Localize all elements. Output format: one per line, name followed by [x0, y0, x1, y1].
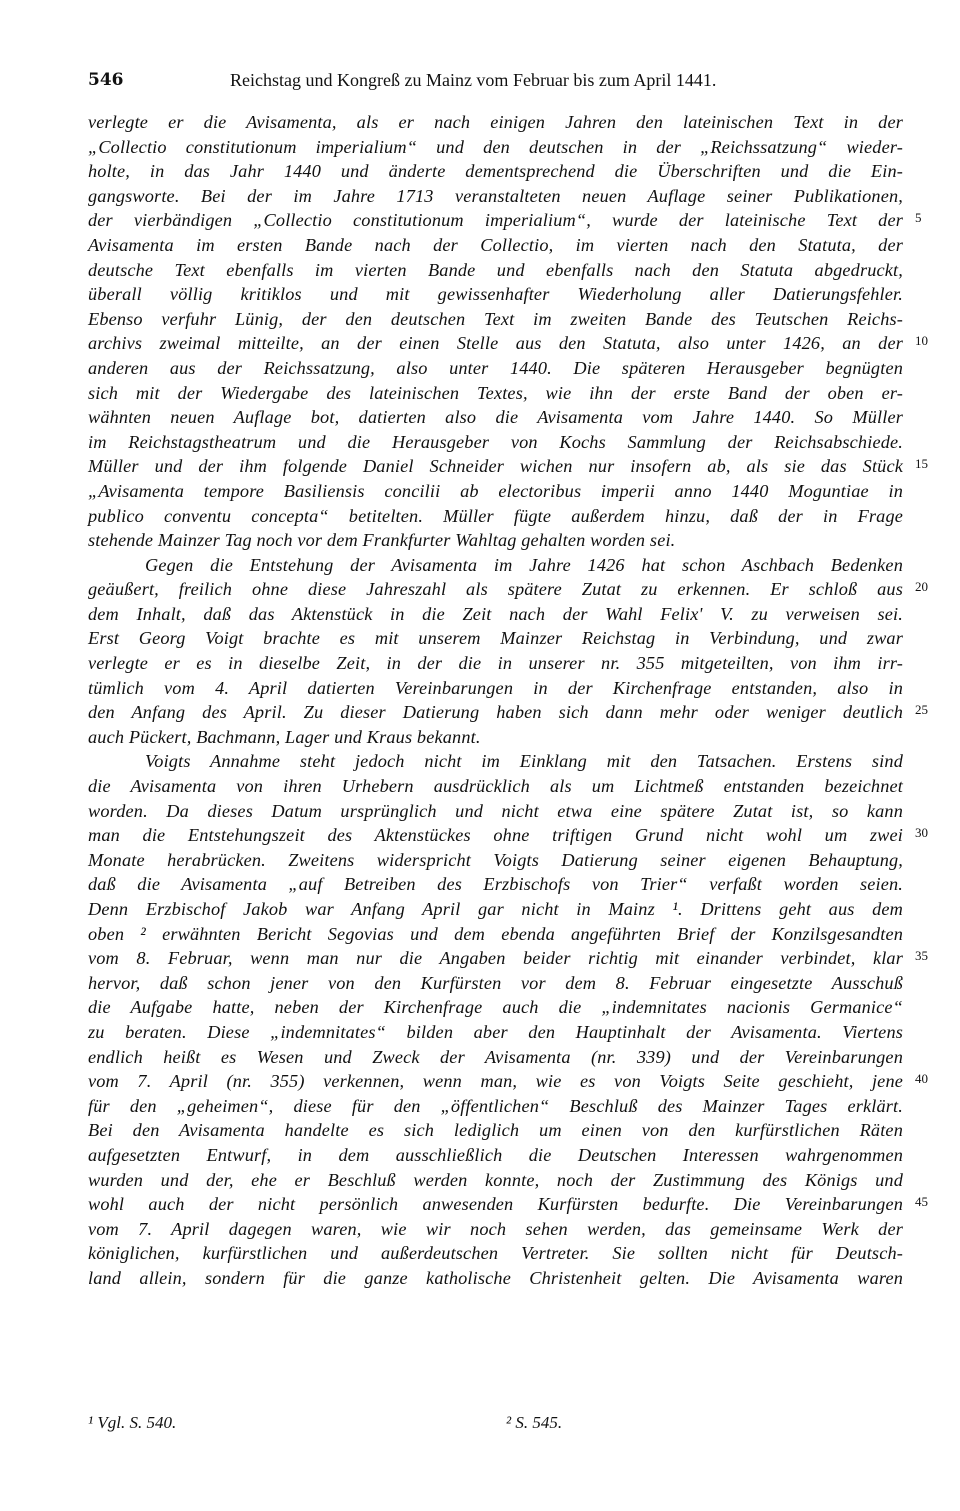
line-text: „Avisamenta tempore Basiliensis concilii ab electoribus imperii anno 1440 Moguntiae in — [88, 480, 903, 501]
line-text: hervor, daß schon jener von den Kurfürsten vor dem 8. Februar eingesetzte Ausschuß — [88, 972, 903, 993]
text-line — [88, 1217, 903, 1242]
footnotes — [88, 1413, 908, 1443]
text-line — [88, 1266, 903, 1291]
line-text: deutsche Text ebenfalls im vierten Bande und ebenfalls nach den Statuta abgedruckt, — [88, 259, 903, 280]
text-line — [88, 1143, 903, 1168]
line-text: im Reichstagstheatrum und die Herausgeber von Kochs Sammlung der Reichsabschiede. — [88, 431, 903, 452]
text-line — [88, 897, 903, 922]
text-line — [88, 405, 903, 430]
text-line — [88, 1069, 928, 1094]
running-header — [88, 64, 908, 94]
line-text: Ebenso verfuhr Lünig, der den deutschen Text im zweiten Bande des Teutschen Reichs- — [88, 308, 903, 329]
line-text: man die Entstehungszeit des Aktenstückes ohne triftigen Grund nicht wohl um zwei — [88, 825, 903, 846]
line-number: 30 — [915, 825, 928, 841]
line-text: die Aufgabe hatte, neben der Kirchenfrage auch die „indemnitates nacionis Germanice“ — [88, 997, 903, 1018]
text-line — [88, 872, 903, 897]
text-line — [88, 479, 903, 504]
text-line — [88, 651, 903, 676]
text-line — [88, 1168, 903, 1193]
text-line — [88, 823, 928, 848]
text-line — [88, 1241, 903, 1266]
text-line — [88, 1045, 903, 1070]
line-text: „Collectio constitutionum imperialium“ und den deutschen in der „Reichssatzung“ wieder- — [88, 136, 903, 157]
line-text: den Anfang des April. Zu dieser Datierung haben sich dann mehr oder weniger deutlich — [88, 702, 903, 723]
text-line — [88, 553, 903, 578]
text-line — [88, 626, 903, 651]
line-text: zu beraten. Diese „indemnitates“ bilden aber den Hauptinhalt der Avisamenta. Viertens — [88, 1021, 903, 1042]
line-number: 25 — [915, 702, 928, 718]
page-number: 546 — [88, 70, 124, 90]
text-line — [88, 356, 903, 381]
line-text: worden. Da dieses Datum ursprünglich und nicht etwa eine spätere Zutat ist, so kann — [88, 800, 903, 821]
line-text: Bei den Avisamenta handelte es sich lediglich um einen von den kurfürstlichen Räten — [88, 1120, 903, 1141]
line-text: vom 7. April (nr. 355) verkennen, wenn man, wie es von Voigts Seite geschieht, jene — [88, 1071, 903, 1092]
line-text: Avisamenta im ersten Bande nach der Collectio, im vierten nach den Statuta, der — [88, 234, 903, 255]
line-text: vom 7. April dagegen waren, wie wir noch sehen werden, das gemeinsame Werk der — [88, 1218, 903, 1239]
text-line — [88, 454, 928, 479]
line-text: holte, in das Jahr 1440 und änderte dementsprechend die Überschriften und die Ein- — [88, 161, 903, 182]
text-line — [88, 848, 903, 873]
text-line — [88, 922, 903, 947]
text-line — [88, 233, 903, 258]
text-line — [88, 331, 928, 356]
text-line — [88, 381, 903, 406]
line-text: der vierbändigen „Collectio constitutionum imperialium“, wurde der lateinische Text der — [88, 210, 903, 231]
line-text: land allein, sondern für die ganze katholische Christenheit gelten. Die Avisamenta waren — [88, 1267, 903, 1288]
line-text: Denn Erzbischof Jakob war Anfang April gar nicht in Mainz ¹. Drittens geht aus dem — [88, 899, 903, 919]
line-text: Monate herabrücken. Zweitens widerspricht Voigts Datierung seiner eigenen Behauptung, — [88, 849, 903, 870]
text-line — [88, 1020, 903, 1045]
text-line — [88, 528, 903, 553]
line-text: vom 8. Februar, wenn man nur die Angaben beider richtig mit einander verbindet, klar — [88, 948, 903, 969]
text-line — [88, 135, 903, 160]
line-text: verlegte er die Avisamenta, als er nach einigen Jahren den lateinischen Text in der — [88, 112, 903, 132]
line-number: 40 — [915, 1071, 928, 1087]
text-line — [88, 1192, 928, 1217]
text-line — [88, 159, 903, 184]
footnote-1: ¹ Vgl. S. 540. — [88, 1413, 177, 1432]
line-text: stehende Mainzer Tag noch vor dem Frankfurter Wahltag gehalten worden sei. — [88, 530, 676, 551]
line-text: verlegte er es in dieselbe Zeit, in der die in unserer nr. 355 mitgeteilten, von ihm irr- — [88, 653, 903, 674]
text-line — [88, 577, 928, 602]
text-line — [88, 799, 903, 824]
line-text: sich mit der Wiedergabe des lateinischen Textes, wie ihn der erste Band der oben er- — [88, 382, 903, 403]
line-text: wurden und der, ehe er Beschluß werden konnte, noch der Zustimmung des Königs und — [88, 1169, 903, 1190]
line-number: 10 — [915, 333, 928, 349]
line-text: königlichen, kurfürstlichen und außerdeutschen Vertreter. Sie sollten nicht für Deutsch- — [88, 1243, 903, 1264]
line-text: tümlich vom 4. April datierten Vereinbarungen in der Kirchenfrage entstanden, also in — [88, 677, 903, 698]
line-number: 35 — [915, 948, 928, 964]
line-text: gangsworte. Bei der im Jahre 1713 veranstalteten neuen Auflage seiner Publikationen, — [88, 185, 903, 206]
text-line — [88, 258, 903, 283]
text-line — [88, 282, 903, 307]
line-text: archivs zweimal mitteilte, an der einen Stelle aus den Statuta, also unter 1426, an der — [88, 333, 903, 354]
line-text: Voigts Annahme steht jedoch nicht im Einklang mit den Tatsachen. Erstens sind — [145, 751, 903, 772]
text-line — [88, 971, 903, 996]
line-text: geäußert, freilich ohne diese Jahreszahl als spätere Zutat zu erkennen. Er schloß aus — [88, 579, 903, 600]
line-text: wähnten neuen Auflage bot, datierten also die Avisamenta vom Jahre 1440. So Müller — [88, 407, 903, 428]
line-text: für den „geheimen“, diese für den „öffentlichen“ Beschluß des Mainzer Tages erklärt. — [88, 1095, 903, 1116]
line-text: Müller und der ihm folgende Daniel Schneider wichen nur insofern ab, als sie das Stück — [88, 456, 903, 477]
line-text: daß die Avisamenta „auf Betreiben des Erzbischofs von Trier“ verfaßt worden seien. — [88, 874, 903, 895]
footnote-2: ² S. 545. — [506, 1413, 563, 1432]
text-line — [88, 208, 922, 233]
line-text: Gegen die Entstehung der Avisamenta im Jahre 1426 hat schon Aschbach Bedenken — [145, 554, 903, 575]
text-line — [88, 184, 903, 209]
line-text: überall völlig kritiklos und mit gewissenhafter Wiederholung aller Datierungsfehler. — [88, 284, 903, 305]
line-number: 45 — [915, 1194, 928, 1210]
text-line — [88, 774, 903, 799]
line-text: publico conventu concepta“ betitelten. Müller fügte außerdem hinzu, daß der in Frage — [88, 505, 903, 526]
line-number: 15 — [915, 456, 928, 472]
line-number: 5 — [915, 210, 922, 226]
text-line — [88, 430, 903, 455]
text-line — [88, 676, 903, 701]
body-text — [88, 110, 928, 1291]
line-number: 20 — [915, 579, 928, 595]
text-line — [88, 995, 903, 1020]
text-line — [88, 504, 903, 529]
text-line — [88, 700, 928, 725]
text-line — [88, 602, 903, 627]
line-text: endlich heißt es Wesen und Zweck der Avisamenta (nr. 339) und der Vereinbarungen — [88, 1046, 903, 1067]
line-text: Erst Georg Voigt brachte es mit unserem Mainzer Reichstag in Verbindung, und zwar — [88, 628, 903, 649]
text-line — [88, 725, 903, 750]
line-text: aufgesetzten Entwurf, in dem ausschließlich die Deutschen Interessen wahrgenommen — [88, 1144, 903, 1165]
text-line — [88, 307, 903, 332]
line-text: anderen aus der Reichssatzung, also unter 1440. Die späteren Herausgeber begnügten — [88, 357, 903, 378]
text-line — [88, 1118, 903, 1143]
line-text: wohl auch der nicht persönlich anwesenden Kurfürsten bedurfte. Die Vereinbarungen — [88, 1194, 903, 1215]
line-text: oben ² erwähnten Bericht Segovias und dem ebenda angeführten Brief der Konzilsgesandten — [88, 923, 903, 944]
running-title: Reichstag und Kongreß zu Mainz vom Februar bis zum April 1441. — [230, 70, 717, 90]
text-line — [88, 110, 903, 135]
line-text: die Avisamenta von ihren Urhebern ausdrücklich als um Lichtmeß entstanden bezeichnet — [88, 776, 903, 797]
line-text: dem Inhalt, daß das Aktenstück in die Zeit nach der Wahl Felix' V. zu verweisen sei. — [88, 603, 903, 624]
text-line — [88, 1094, 903, 1119]
line-text: auch Pückert, Bachmann, Lager und Kraus bekannt. — [88, 726, 481, 747]
text-line — [88, 946, 928, 971]
text-line — [88, 749, 903, 774]
